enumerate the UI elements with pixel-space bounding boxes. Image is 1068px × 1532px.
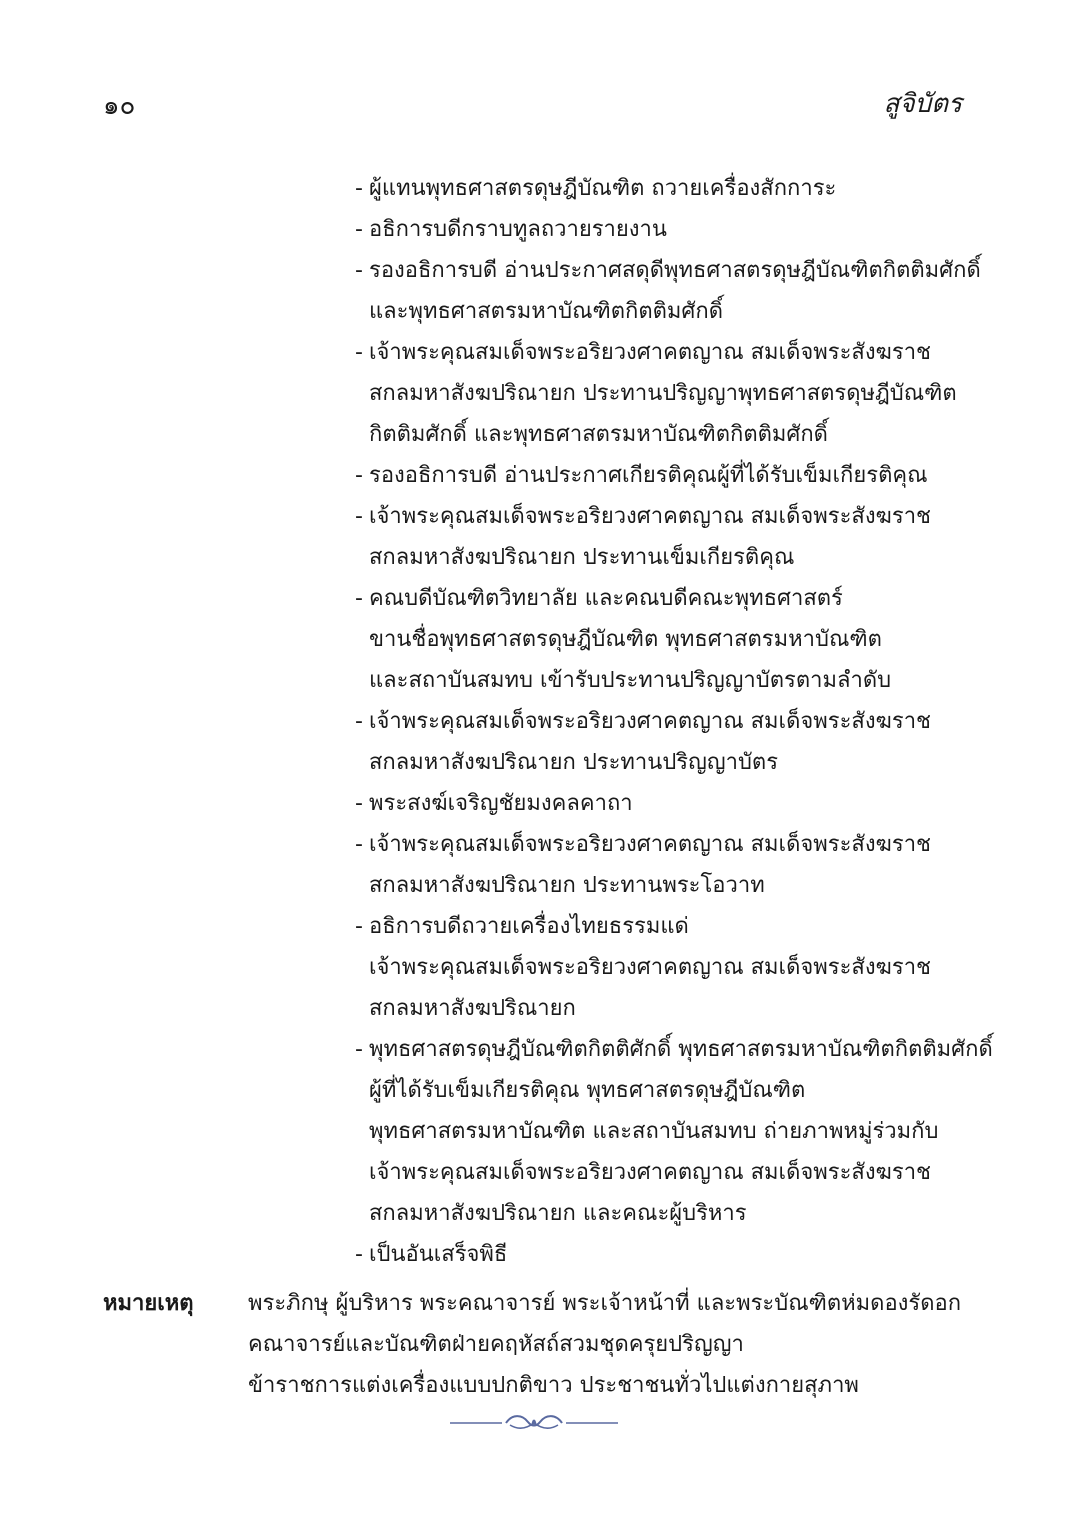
bullet-dash: -: [355, 914, 363, 939]
schedule-item-line: เจ้าพระคุณสมเด็จพระอริยวงศาคตญาณ สมเด็จพระสังฆราช: [369, 955, 931, 980]
schedule-item: [355, 168, 975, 209]
schedule-item-line: เจ้าพระคุณสมเด็จพระอริยวงศาคตญาณ สมเด็จพระสังฆราช: [369, 504, 931, 529]
schedule-item: [355, 496, 975, 578]
ornament-divider: [448, 1410, 620, 1436]
schedule-item: [355, 783, 975, 824]
schedule-item-line: ผู้แทนพุทธศาสตรดุษฎีบัณฑิต ถวายเครื่องสักการะ: [369, 176, 837, 201]
schedule-item-line: คณบดีบัณฑิตวิทยาลัย และคณบดีคณะพุทธศาสตร์: [369, 586, 843, 611]
schedule-item-line: เป็นอันเสร็จพิธี: [369, 1242, 508, 1267]
schedule-item-line: พระสงฆ์เจริญชัยมงคลคาถา: [369, 791, 633, 816]
bullet-dash: -: [355, 217, 363, 242]
schedule-item-text: [369, 168, 975, 209]
schedule-item: [355, 1234, 975, 1275]
bullet-dash: -: [355, 709, 363, 734]
schedule-item: [355, 250, 981, 332]
schedule-item-text: [369, 906, 975, 1029]
bullet-dash: -: [355, 1242, 363, 1267]
schedule-item-text: [369, 209, 975, 250]
bullet-dash: -: [355, 504, 363, 529]
schedule-item: [355, 578, 975, 701]
schedule-item-line: กิตติมศักดิ์ และพุทธศาสตรมหาบัณฑิตกิตติมศักดิ์: [369, 422, 828, 447]
schedule-item-text: [369, 824, 975, 906]
note-line: ข้าราชการแต่งเครื่องแบบปกติขาว ประชาชนทั่วไปแต่งกายสุภาพ: [248, 1373, 859, 1398]
bullet-dash: -: [355, 258, 363, 283]
bullet-dash: -: [355, 463, 363, 488]
bullet-dash: -: [355, 1037, 363, 1062]
bullet-dash: -: [355, 586, 363, 611]
bullet-dash: -: [355, 176, 363, 201]
note-lines: [248, 1283, 961, 1406]
schedule-item-text: [369, 1029, 993, 1234]
schedule-item: [355, 209, 975, 250]
schedule-item-line: เจ้าพระคุณสมเด็จพระอริยวงศาคตญาณ สมเด็จพระสังฆราช: [369, 340, 931, 365]
schedule-item-line: รองอธิการบดี อ่านประกาศสดุดีพุทธศาสตรดุษฎีบัณฑิตกิตติมศักดิ์: [369, 258, 981, 283]
schedule-item-line: และสถาบันสมทบ เข้ารับประทานปริญญาบัตรตามลำดับ: [369, 668, 892, 693]
schedule-item-line: สกลมหาสังฆปริณายก ประทานเข็มเกียรติคุณ: [369, 545, 795, 570]
schedule-item: [355, 906, 975, 1029]
schedule-item-line: เจ้าพระคุณสมเด็จพระอริยวงศาคตญาณ สมเด็จพระสังฆราช: [369, 1160, 931, 1185]
schedule-item-line: พุทธศาสตรมหาบัณฑิต และสถาบันสมทบ ถ่ายภาพหมู่ร่วมกับ: [369, 1119, 939, 1144]
note-label: หมายเหตุ: [103, 1291, 194, 1316]
schedule-item-text: [369, 783, 975, 824]
schedule-item-line: พุทธศาสตรดุษฎีบัณฑิตกิตติศักดิ์ พุทธศาสตรมหาบัณฑิตกิตติมศักดิ์: [369, 1037, 993, 1062]
schedule-item-line: อธิการบดีกราบทูลถวายรายงาน: [369, 217, 667, 242]
running-title: สูจิบัตร: [883, 89, 962, 119]
schedule-item: [355, 701, 975, 783]
schedule-item: [355, 332, 975, 455]
schedule-item-text: [369, 1234, 975, 1275]
schedule-item-line: เจ้าพระคุณสมเด็จพระอริยวงศาคตญาณ สมเด็จพระสังฆราช: [369, 709, 931, 734]
schedule-item-text: [369, 455, 975, 496]
note-line: พระภิกษุ ผู้บริหาร พระคณาจารย์ พระเจ้าหน้าที่ และพระบัณฑิตห่มดองรัดอก: [248, 1291, 962, 1316]
note-line: คณาจารย์และบัณฑิตฝ่ายคฤหัสถ์สวมชุดครุยปริญญา: [248, 1332, 744, 1357]
schedule-item-text: [369, 701, 975, 783]
ceremony-schedule: [355, 168, 993, 1275]
schedule-item-line: สกลมหาสังฆปริณายก: [369, 996, 576, 1021]
schedule-item-text: [369, 250, 981, 332]
bullet-dash: -: [355, 791, 363, 816]
schedule-item-text: [369, 578, 975, 701]
bullet-dash: -: [355, 340, 363, 365]
schedule-item: [355, 824, 975, 906]
schedule-item-line: เจ้าพระคุณสมเด็จพระอริยวงศาคตญาณ สมเด็จพระสังฆราช: [369, 832, 931, 857]
page-number: ๑๐: [103, 91, 136, 121]
schedule-item-line: และพุทธศาสตรมหาบัณฑิตกิตติมศักดิ์: [369, 299, 724, 324]
schedule-item-line: สกลมหาสังฆปริณายก ประทานพระโอวาท: [369, 873, 765, 898]
schedule-item-line: รองอธิการบดี อ่านประกาศเกียรติคุณผู้ที่ได้รับเข็มเกียรติคุณ: [369, 463, 928, 488]
schedule-item-text: [369, 332, 975, 455]
schedule-item-line: อธิการบดีถวายเครื่องไทยธรรมแด่: [369, 914, 689, 939]
schedule-item-line: สกลมหาสังฆปริณายก และคณะผู้บริหาร: [369, 1201, 747, 1226]
schedule-item-line: ขานชื่อพุทธศาสตรดุษฎีบัณฑิต พุทธศาสตรมหาบัณฑิต: [369, 627, 882, 652]
schedule-item-line: สกลมหาสังฆปริณายก ประทานปริญญาพุทธศาสตรดุษฎีบัณฑิต: [369, 381, 957, 406]
schedule-item-line: ผู้ที่ได้รับเข็มเกียรติคุณ พุทธศาสตรดุษฎีบัณฑิต: [369, 1078, 806, 1103]
schedule-item-text: [369, 496, 975, 578]
schedule-item: [355, 1029, 993, 1234]
schedule-item: [355, 455, 975, 496]
schedule-item-line: สกลมหาสังฆปริณายก ประทานปริญญาบัตร: [369, 750, 779, 775]
bullet-dash: -: [355, 832, 363, 857]
